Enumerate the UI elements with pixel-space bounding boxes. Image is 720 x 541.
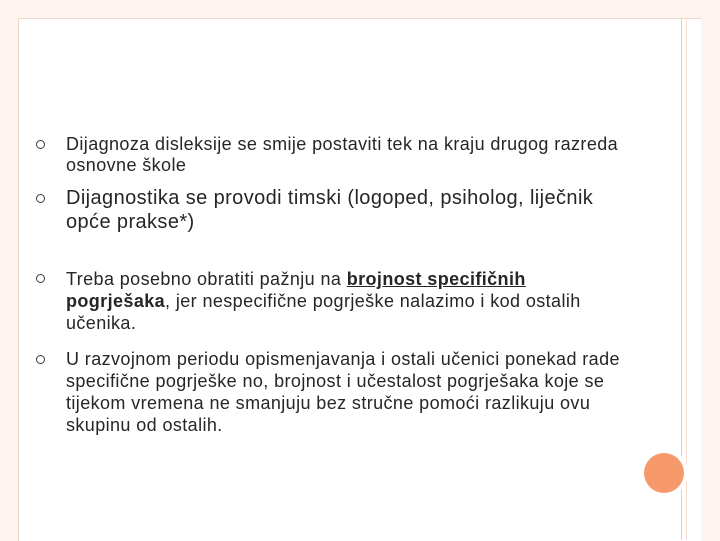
bullet-text-after: , jer nespecifične pogrješke nalazimo i kod ostalih učenika.	[66, 291, 581, 333]
bullet-item-development-period: U razvojnom periodu opismenjavanja i ostali učenici ponekad rade specifične pogrješke no, brojnost i učestalost pogrješaka koje se tijekom vremena ne smanjuju bez stručne pomoći razlikuju ovu skupinu od ostalih.	[66, 349, 620, 435]
orange-dot-icon	[644, 453, 684, 493]
circle-bullet-icon	[36, 355, 45, 364]
bullet-text-before: Treba posebno obratiti pažnju na	[66, 269, 347, 289]
circle-bullet-icon	[36, 274, 45, 283]
emphasis-bold: pogrješaka	[66, 291, 166, 311]
bullet-item-team-diagnostics: Dijagnostika se provodi timski (logoped, psiholog, liječnik opće prakse*)	[66, 187, 594, 233]
bullet-item-error-count	[66, 268, 626, 334]
bullet-item-diagnosis-timing: Dijagnoza disleksije se smije postaviti tek na kraju drugog razreda osnovne škole	[66, 134, 619, 175]
circle-bullet-icon	[36, 140, 45, 149]
emphasis-underlined: brojnost specifičnih	[346, 269, 526, 289]
circle-bullet-icon	[36, 194, 45, 203]
